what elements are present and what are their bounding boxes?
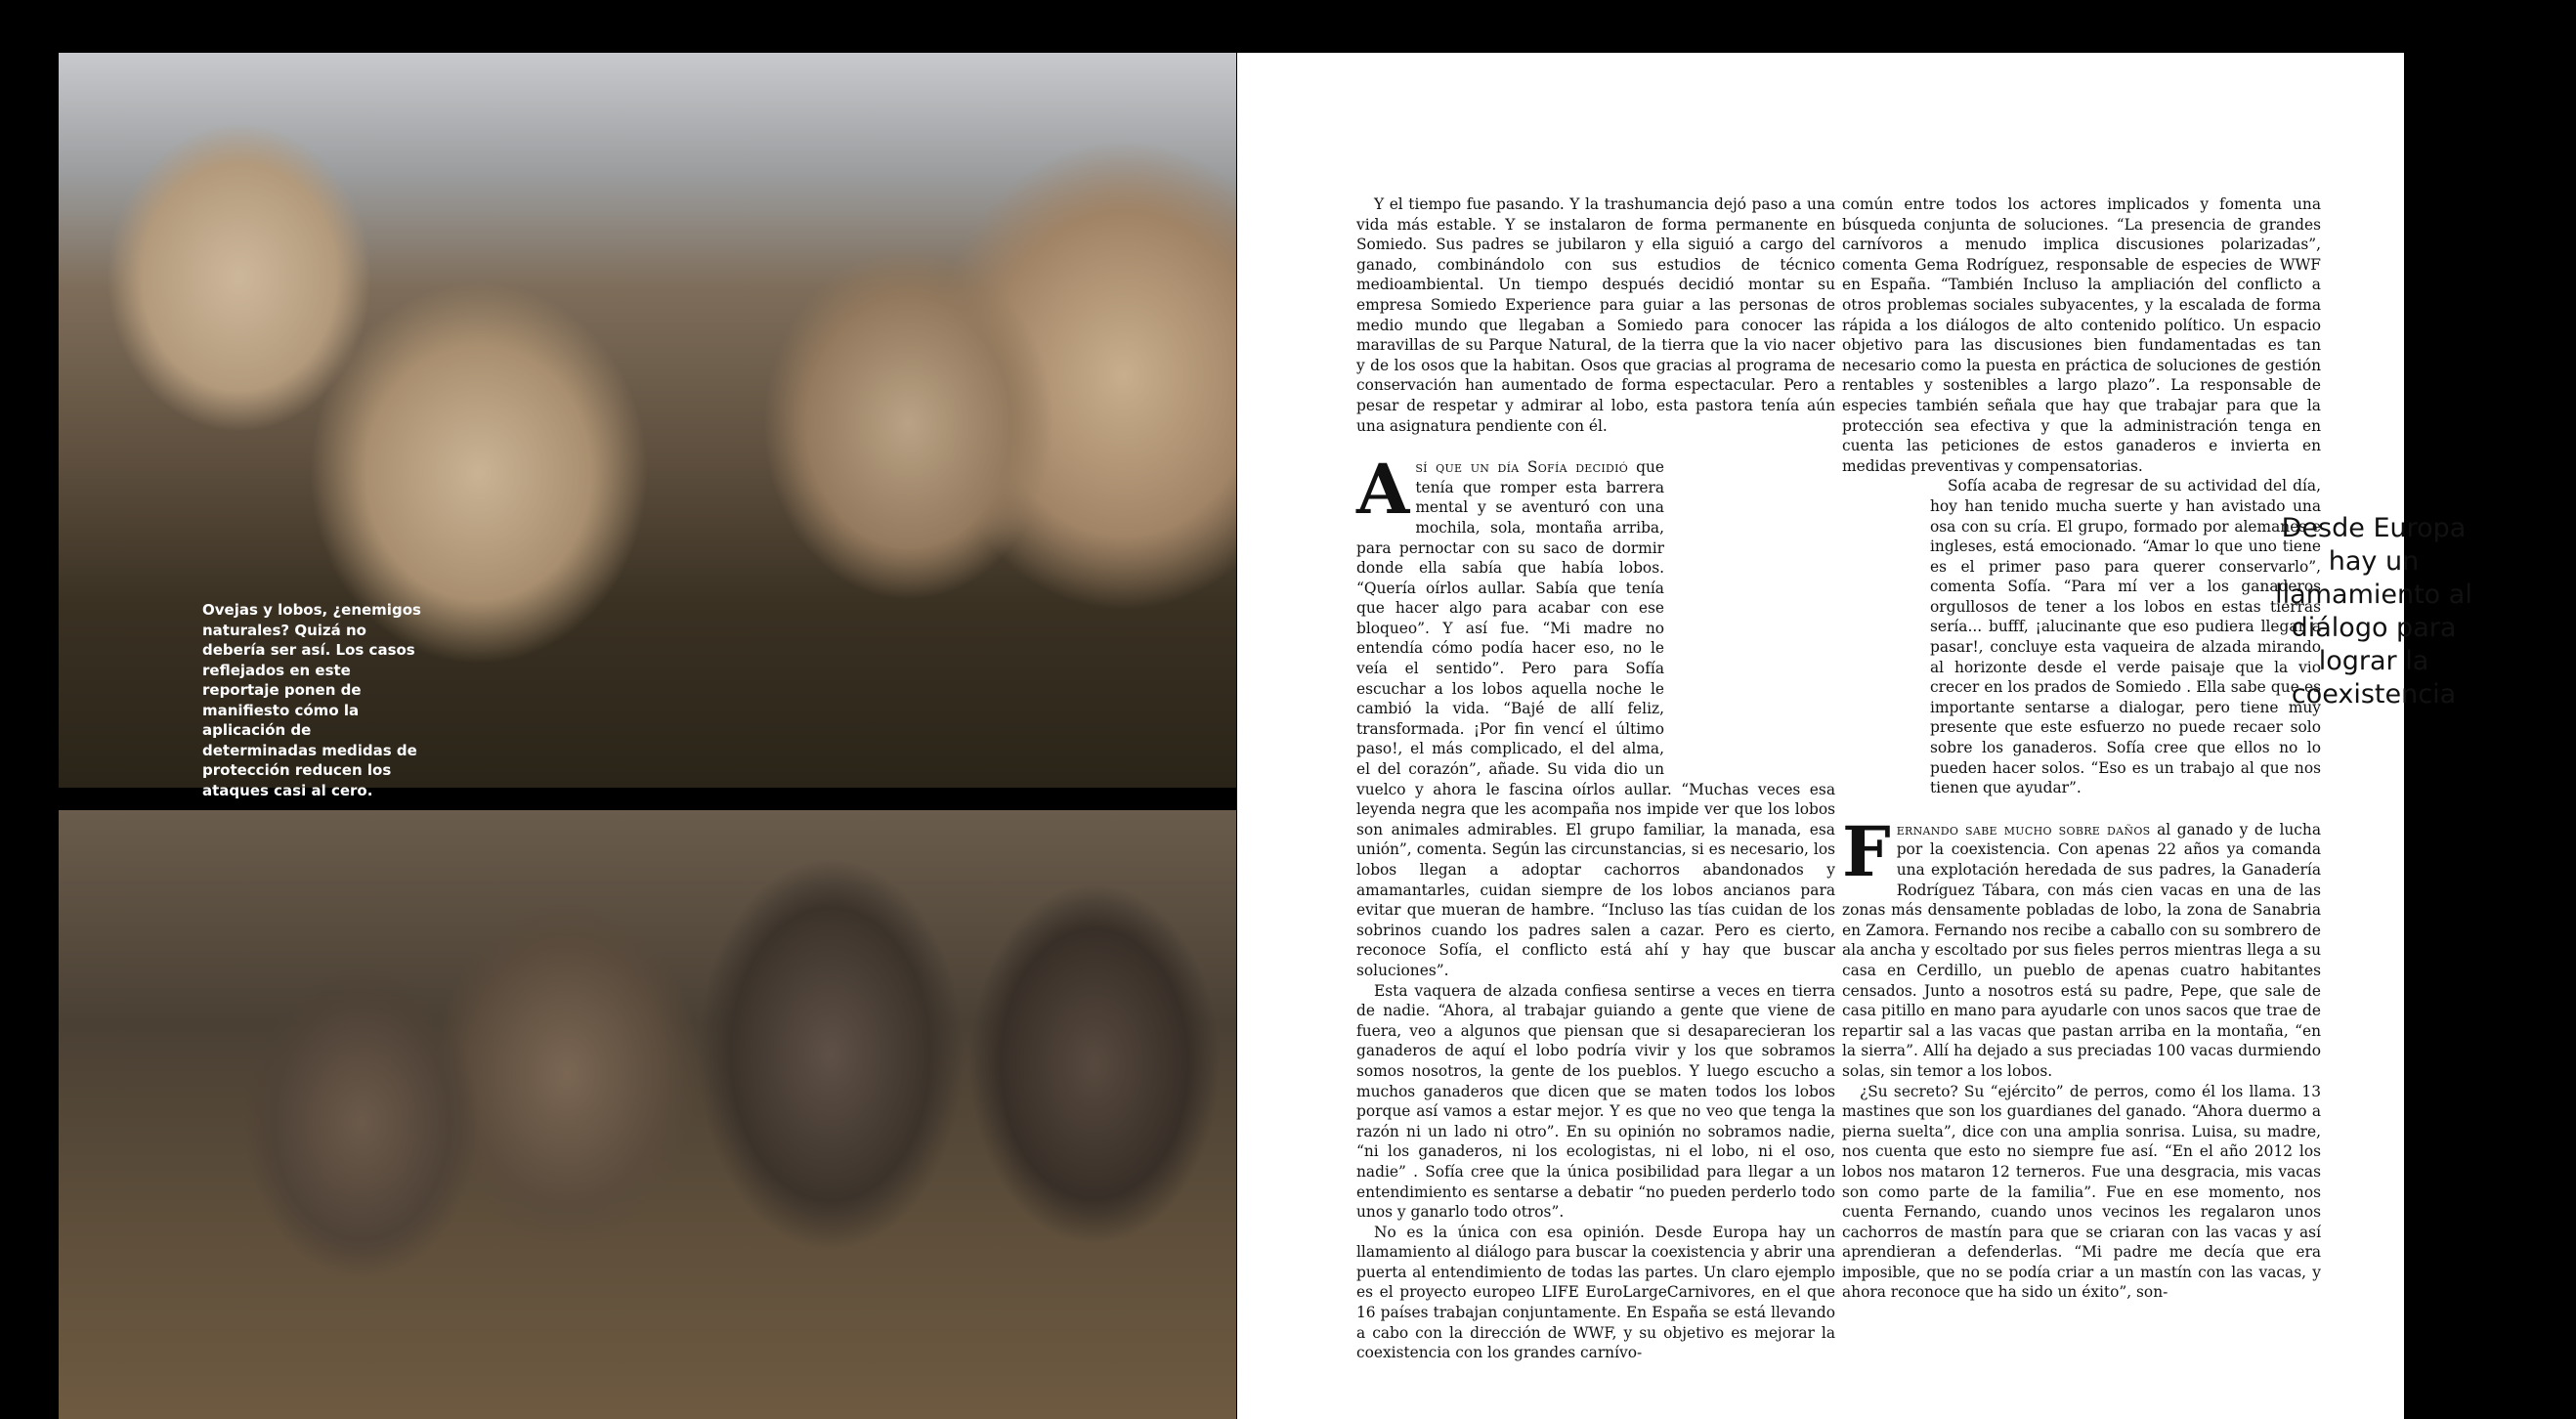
lead-in: sí que un día Sofía decidió [1415, 458, 1629, 477]
right-column [1842, 194, 2321, 1303]
drop-cap: A [1356, 449, 1410, 531]
paragraph: Y el tiempo fue pasando. Y la trashumancia dejó paso a una vida más estable. Y se instalaron de forma permanente en Somiedo. Sus padres se jubilaron y ella siguió a cargo del ganado, combinándolo con sus estudios de técnico medioambiental. Un tiempo después decidió montar su empresa Somiedo Experience para guiar a las personas de medio mundo que llegaban a Somiedo para conocer las maravillas de su Parque Natural, de la tierra que la vio nacer y de los osos que la habitan. Osos que gracias al programa de conservación han aumentado de forma espectacular. Pero a pesar de respetar y admirar al lobo, esta pastora tenía aún una asignatura pendiente con él. [1356, 195, 1835, 435]
paragraph-text: al ganado y de lucha por la coexistencia. Con apenas 22 años ya comanda una explotación heredada de sus padres, la Ganadería Rodríguez Tábara, con más cien vacas en una de las zonas más densamente pobladas de lobo, la zona de Sanabria en Zamora. Fernando nos recibe a caballo con su sombrero de ala ancha y escoltado por sus fieles perros mientras llega a su casa en Cerdillo, un pueblo de apenas cuatro habitantes censados. Junto a nosotros está su padre, Pepe, que sale de casa pitillo en mano para ayudarle con unos sacos que trae de repartir sal a las vacas que pastan arriba en la montaña, “en la sierra”. Allí ha dejado a sus preciadas 100 vacas durmiendo solas, sin temor a los lobos. [1842, 820, 2321, 1080]
lead-in: ernando sabe mucho sobre daños [1896, 820, 2151, 838]
sheep-photo [59, 53, 1236, 799]
paragraph [1842, 810, 2321, 1082]
paragraph: Esta vaquera de alzada confiesa sentirse a veces en tierra de nadie. “Ahora, al trabajar guiando a gente que viene de fuera, veo a algunos que piensan que si desaparecieran los ganaderos de aquí el lobo podría vivir y los que sobramos somos nosotros, la gente de los pueblos. Y luego escucho a muchos ganaderos que dicen que se maten todos los lobos porque así vamos a estar mejor. Y es que no veo que tenga la razón ni un lado ni otro”. En su opinión no sobramos nadie, “ni los ganaderos, ni los ecologistas, ni el lobo, ni el oso, nadie” . Sofía cree que la única posibilidad para llegar a un entendimiento es sentarse a debatir “no pueden perderlo todo unos y ganarlo todo otros”. [1356, 981, 1835, 1222]
paragraph-text: que tenía que romper esta barrera mental y se aventuró con una mochila, sola, montaña arriba, para pernoctar con su saco de dormir donde ella sabía que había lobos. “Quería oírlos aullar. Sabía que tenía que hacer algo para acabar con ese bloqueo”. Y así fue. “Mi madre no entendía cómo podía hacer eso, no le veía el sentido”. Pero para Sofía escuchar a los lobos aquella noche le cambió la vida. “Bajé de allí feliz, transformada. ¡Por fin vencí el último paso!, el más complicado, el del alma, el del corazón”, añade. Su vida dio un vuelco y ahora le fascina oírlos aullar. “Muchas veces esa leyenda negra que les acompaña nos impide ver que los lobos son animales admirables. El grupo familiar, la manada, esa unión”, comenta. Según las circunstancias, si es necesario, los lobos llegan a adoptar cachorros abandonados y amamantarles, cuidan siempre de los lobos ancianos para evitar que mueran de hambre. “Incluso las tías cuidan de los sobrinos cuando los padres salen a cazar. Pero es cierto, reconoce Sofía, el conflicto está ahí y hay que buscar soluciones”. [1356, 458, 1835, 979]
paragraph [1356, 449, 1835, 980]
drop-cap: F [1842, 810, 1891, 892]
paragraph: ¿Su secreto? Su “ejército” de perros, como él los llama. 13 mastines que son los guardianes del ganado. “Ahora duermo a pierna suelta”, dice con una amplia sonrisa. Luisa, su madre, nos cuenta que esto no siempre fue así. “En el año 2012 los lobos nos mataron 12 terneros. Fue una desgracia, mis vacas son como parte de la familia”. Fue en ese momento, nos cuenta Fernando, cuando unos vecinos les regalaron unos cachorros de mastín para que se criaran con las vacas y así aprendieran a defenderlas. “Mi padre me decía que era imposible, que no se podía criar a un mastín con las vacas, y ahora reconoce que ha sido un éxito”, son- [1842, 1082, 2321, 1302]
paragraph-text: Sofía acaba de regresar de su actividad del día, hoy han tenido mucha suerte y han avistado una osa con su cría. El grupo, formado por alemanes e ingleses, está emocionado. “Amar lo que uno tiene es el primer paso para querer conservarlo”, comenta Sofía. “Para mí ver a los ganaderos orgullosos de tener a los lobos en estas tierras sería... bufff, ¡alucinante que eso pudiera llegar a pasar!, concluye esta vaqueira de alzada mirando al horizonte desde el verde paisaje que la vio crecer en los prados de Somiedo . Ella sabe que es importante sentarse a dialogar, pero tiene muy presente que este esfuerzo no puede recaer solo sobre los ganaderos. Sofía cree que ellos no lo pueden hacer solos. “Eso es un trabajo al que nos tienen que ayudar”. [1930, 477, 2321, 797]
left-column [1356, 194, 1835, 1363]
article-page [1237, 53, 2472, 1419]
photo-caption: Ovejas y lobos, ¿enemigos naturales? Quizá no debería ser así. Los casos reflejados en este reportaje ponen de manifiesto cómo la aplicación de determinadas medidas de protección reducen los ataques casi al cero. [202, 601, 421, 799]
paragraph: común entre todos los actores implicados y fomenta una búsqueda conjunta de soluciones. “La presencia de grandes carnívoros a menudo implica discusiones polarizadas”, comenta Gema Rodríguez, responsable de especies de WWF en España. “También Incluso la ampliación del conflicto a otros problemas sociales subyacentes, y la escalada de forma rápida a los diálogos de alto contenido político. Un espacio objetivo para las discusiones bien fundamentadas es tan necesario como la puesta en práctica de soluciones de gestión rentables y sostenibles a largo plazo”. La responsable de especies también señala que hay que trabajar para que la protección sea efectiva y que la administración tenga en cuenta las peticiones de estos ganaderos e invierta en medidas preventivas y compensatorias. [1842, 195, 2321, 475]
pull-quote: Desde Europa hay un llamamiento al diálogo para lograr la coexistencia [2275, 513, 2472, 710]
paragraph: No es la única con esa opinión. Desde Europa hay un llamamiento al diálogo para buscar la coexistencia y abrir una puerta al entendimiento de todas las partes. Un claro ejemplo es el proyecto europeo LIFE EuroLargeCarnivores, en el que 16 países trabajan conjuntamente. En España se está llevando a cabo con la dirección de WWF, y su objetivo es mejorar la coexistencia con los grandes carnívo- [1356, 1223, 1835, 1362]
wolves-photo [59, 810, 1236, 1419]
paragraph [1842, 476, 2321, 798]
